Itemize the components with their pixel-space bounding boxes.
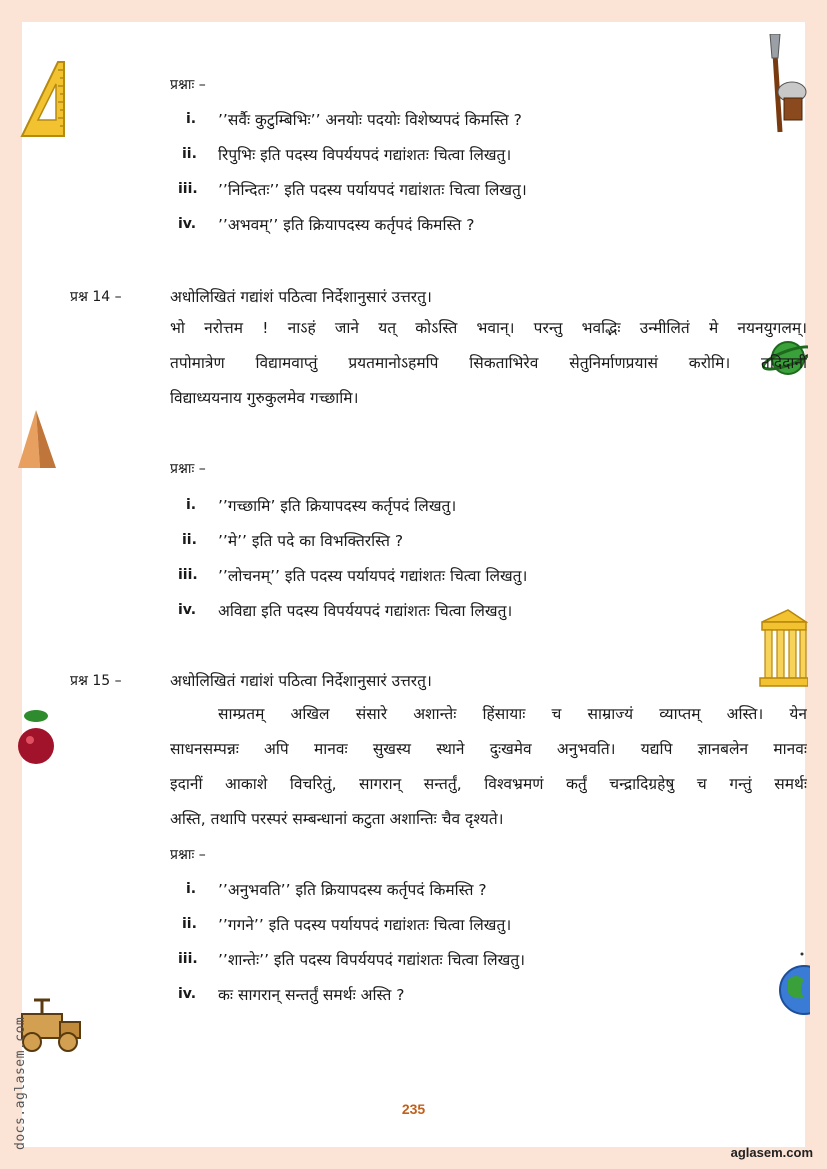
q15-passage-line: साम्प्रतम् अखिल संसारे अशान्तेः हिंसायाः च साम्राज्यं व्याप्तम् अस्ति। येन [218, 705, 807, 723]
q15-prashna-label: प्रश्नाः – [170, 847, 206, 863]
q14-item-3-text: ’’लोचनम्’’ इति पदस्य पर्यायपदं गद्यांशतः चित्वा लिखतु। [218, 567, 528, 585]
q15-item-3-text: ’’शान्तेः’’ इति पदस्य विपर्ययपदं गद्यांशतः चित्वा लिखतु। [218, 951, 526, 969]
q14-item-2-num: ii. [182, 532, 197, 548]
globe-icon [774, 952, 810, 1020]
q15-passage-line: इदानीं आकाशे विचरितुं, सागरान् सन्तर्तुं, विश्वभ्रमणं कर्तुं चन्द्रादिग्रहेषु च गन्तुं समर्थः [170, 775, 807, 793]
q15-label: प्रश्न 15 – [70, 673, 122, 689]
q15-instruction: अधोलिखितं गद्यांशं पठित्वा निर्देशानुसारं उत्तरतु। [170, 672, 432, 690]
q14-item-3-num: iii. [178, 567, 198, 583]
pyramid-icon [16, 408, 58, 470]
q15-passage-line: साधनसम्पन्नः अपि मानवः सुखस्य स्थाने दुःखमेव अनुभवति। यद्यपि ज्ञानबलेन मानवः [170, 740, 807, 758]
q14-instruction: अधोलिखितं गद्यांशं पठित्वा निर्देशानुसारं उत्तरतु। [170, 288, 432, 306]
q13-item-4-text: ’’अभवम्’’ इति क्रियापदस्य कर्तृपदं किमस्ति ? [218, 216, 475, 234]
q14-item-4-text: अविद्या इति पदस्य विपर्ययपदं गद्यांशतः चित्वा लिखतु। [218, 602, 513, 620]
q15-item-1-text: ’’अनुभवति’’ इति क्रियापदस्य कर्तृपदं किमस्ति ? [218, 881, 487, 899]
q15-item-2-text: ’’गगने’’ इति पदस्य पर्यायपदं गद्यांशतः चित्वा लिखतु। [218, 916, 512, 934]
q13-item-1-text: ’’सर्वैः कुटुम्बिभिः’’ अनयोः पदयोः विशेष्यपदं किमस्ति ? [218, 111, 522, 129]
side-watermark: docs.aglasem.com [13, 1016, 28, 1150]
q13-item-4-num: iv. [178, 216, 197, 232]
q15-item-4-text: कः सागरान् सन्तर्तुं समर्थः अस्ति ? [218, 986, 405, 1004]
apple-icon [16, 706, 58, 768]
q14-passage-line: विद्याध्ययनाय गुरुकुलमेव गच्छामि। [170, 389, 359, 407]
page-number: 235 [401, 1101, 426, 1117]
q13-item-3-text: ’’निन्दितः’’ इति पदस्य पर्यायपदं गद्यांशतः चित्वा लिखतु। [218, 181, 527, 199]
q13-item-1-num: i. [186, 111, 197, 127]
q14-passage-line: भो नरोत्तम ! नाऽहं जाने यत् कोऽस्ति भवान्। परन्तु भवद्भिः उन्मीलितं मे नयनयुगलम्। [170, 319, 807, 337]
q13-item-2-text: रिपुभिः इति पदस्य विपर्ययपदं गद्यांशतः चित्वा लिखतु। [218, 146, 512, 164]
q15-item-1-num: i. [186, 881, 197, 897]
q15-item-2-num: ii. [182, 916, 197, 932]
q14-item-1-text: ’’गच्छामि’ इति क्रियापदस्य कर्तृपदं लिखतु। [218, 497, 457, 515]
q15-passage-line: अस्ति, तथापि परस्परं सम्बन्धानां कटुता अशान्तिः चैव दृश्यते। [170, 810, 504, 828]
q14-item-2-text: ’’मे’’ इति पदे का विभक्तिरस्ति ? [218, 532, 404, 550]
temple-icon [758, 608, 808, 688]
q15-passage [170, 697, 807, 837]
q14-label: प्रश्न 14 – [70, 289, 122, 305]
q13-item-3-num: iii. [178, 181, 198, 197]
q14-passage-line: तपोमात्रेण विद्यामवाप्तुं प्रयतमानोऽहमपि सिकताभिरेव सेतुनिर्माणप्रयासं करोमि। तदिदानीं [170, 354, 807, 372]
spear-icon [766, 34, 812, 136]
q15-item-3-num: iii. [178, 951, 198, 967]
q14-passage [170, 311, 807, 416]
q15-item-4-num: iv. [178, 986, 197, 1002]
q14-item-1-num: i. [186, 497, 197, 513]
q13-item-2-num: ii. [182, 146, 197, 162]
q14-prashna-label: प्रश्नाः – [170, 461, 206, 477]
q14-item-4-num: iv. [178, 602, 197, 618]
q13-prashna-label: प्रश्नाः – [170, 77, 206, 93]
ruler-icon [14, 58, 70, 138]
footer-site-link[interactable]: aglasem.com [730, 1145, 813, 1160]
